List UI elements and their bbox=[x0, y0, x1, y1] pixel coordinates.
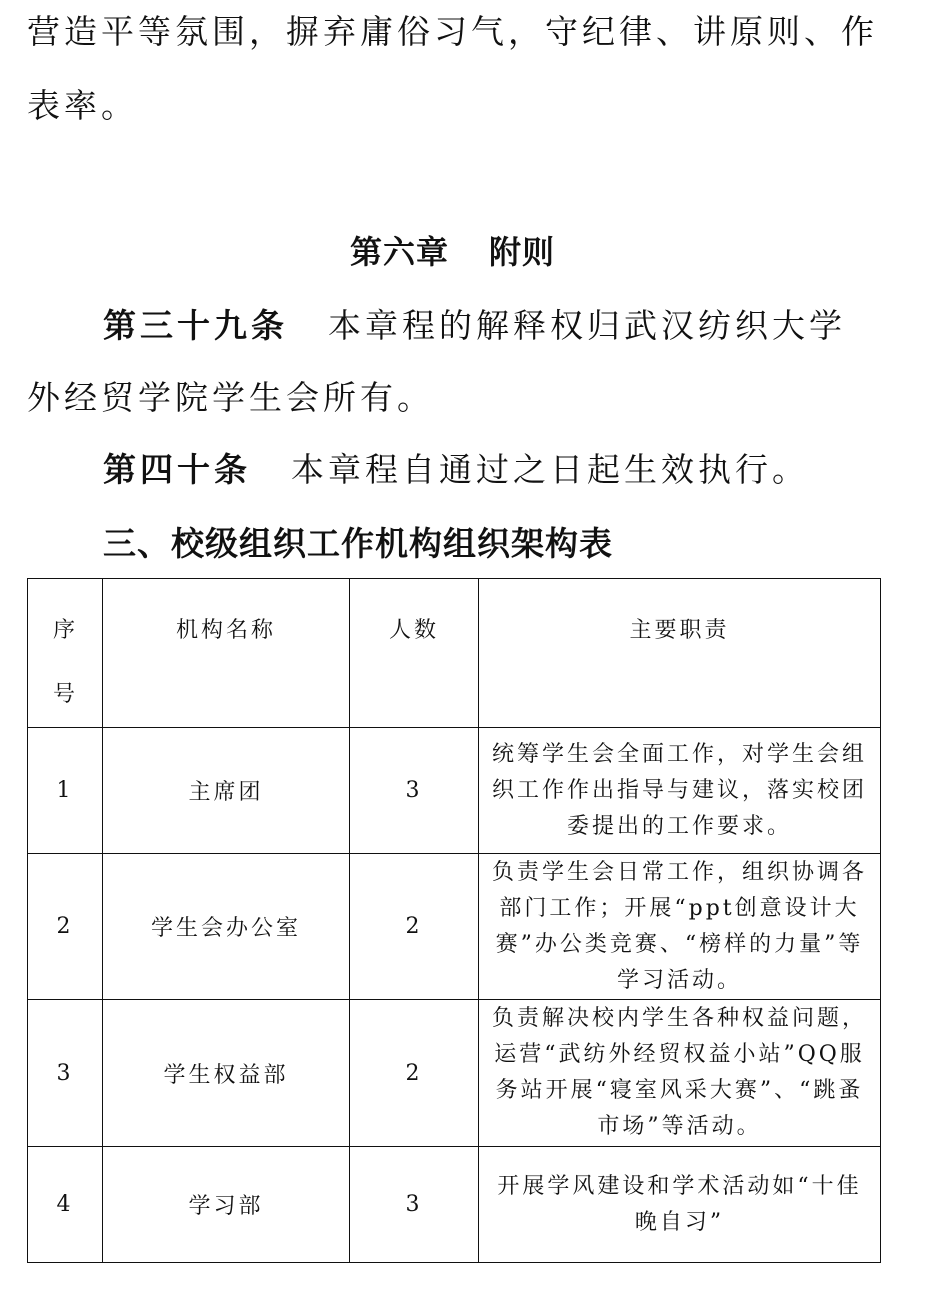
row-seq: 2 bbox=[28, 854, 103, 1000]
header-count: 人数 bbox=[350, 579, 479, 728]
table-row bbox=[28, 1000, 881, 1147]
article-40 bbox=[103, 450, 809, 490]
row-seq: 1 bbox=[28, 728, 103, 854]
row-name: 主席团 bbox=[103, 728, 350, 854]
table-row bbox=[28, 1147, 881, 1263]
row-name: 学生权益部 bbox=[103, 1000, 350, 1147]
row-name: 学习部 bbox=[103, 1147, 350, 1263]
paragraph-line: 营造平等氛围，摒弃庸俗习气，守纪律、讲原则、作 bbox=[27, 12, 878, 51]
row-duty: 负责学生会日常工作，组织协调各部门工作；开展“ppt创意设计大赛”办公类竞赛、“榜样的力量”等学习活动。 bbox=[479, 854, 881, 1000]
row-count: 2 bbox=[350, 854, 479, 1000]
table-row bbox=[28, 854, 881, 1000]
article-39 bbox=[103, 306, 846, 346]
row-count: 3 bbox=[350, 728, 479, 854]
chapter-number: 第六章 bbox=[349, 233, 449, 271]
row-duty: 负责解决校内学生各种权益问题，运营“武纺外经贸权益小站”QQ服务站开展“寝室风采大赛”、“跳蚤市场”等活动。 bbox=[479, 1000, 881, 1147]
article-text: 本章程自通过之日起生效执行。 bbox=[291, 450, 809, 489]
chapter-name: 附则 bbox=[489, 233, 556, 271]
header-name: 机构名称 bbox=[103, 579, 350, 728]
section-heading: 三、校级组织工作机构组织架构表 bbox=[103, 524, 613, 563]
row-duty: 统筹学生会全面工作，对学生会组织工作作出指导与建议，落实校团委提出的工作要求。 bbox=[479, 728, 881, 854]
chapter-heading bbox=[0, 232, 905, 272]
table-header-row bbox=[28, 579, 881, 728]
article-text: 本章程的解释权归武汉纺织大学 bbox=[328, 306, 846, 345]
org-structure-table bbox=[27, 578, 881, 1263]
paragraph-line: 表率。 bbox=[27, 86, 138, 125]
row-duty: 开展学风建设和学术活动如“十佳晚自习” bbox=[479, 1147, 881, 1263]
row-seq: 4 bbox=[28, 1147, 103, 1263]
row-seq: 3 bbox=[28, 1000, 103, 1147]
row-count: 3 bbox=[350, 1147, 479, 1263]
article-text-continued: 外经贸学院学生会所有。 bbox=[27, 378, 434, 417]
header-seq: 序号 bbox=[28, 579, 103, 728]
row-count: 2 bbox=[350, 1000, 479, 1147]
header-duty: 主要职责 bbox=[479, 579, 881, 728]
article-label: 第三十九条 bbox=[103, 306, 288, 345]
table-row bbox=[28, 728, 881, 854]
row-name: 学生会办公室 bbox=[103, 854, 350, 1000]
article-label: 第四十条 bbox=[103, 450, 251, 489]
